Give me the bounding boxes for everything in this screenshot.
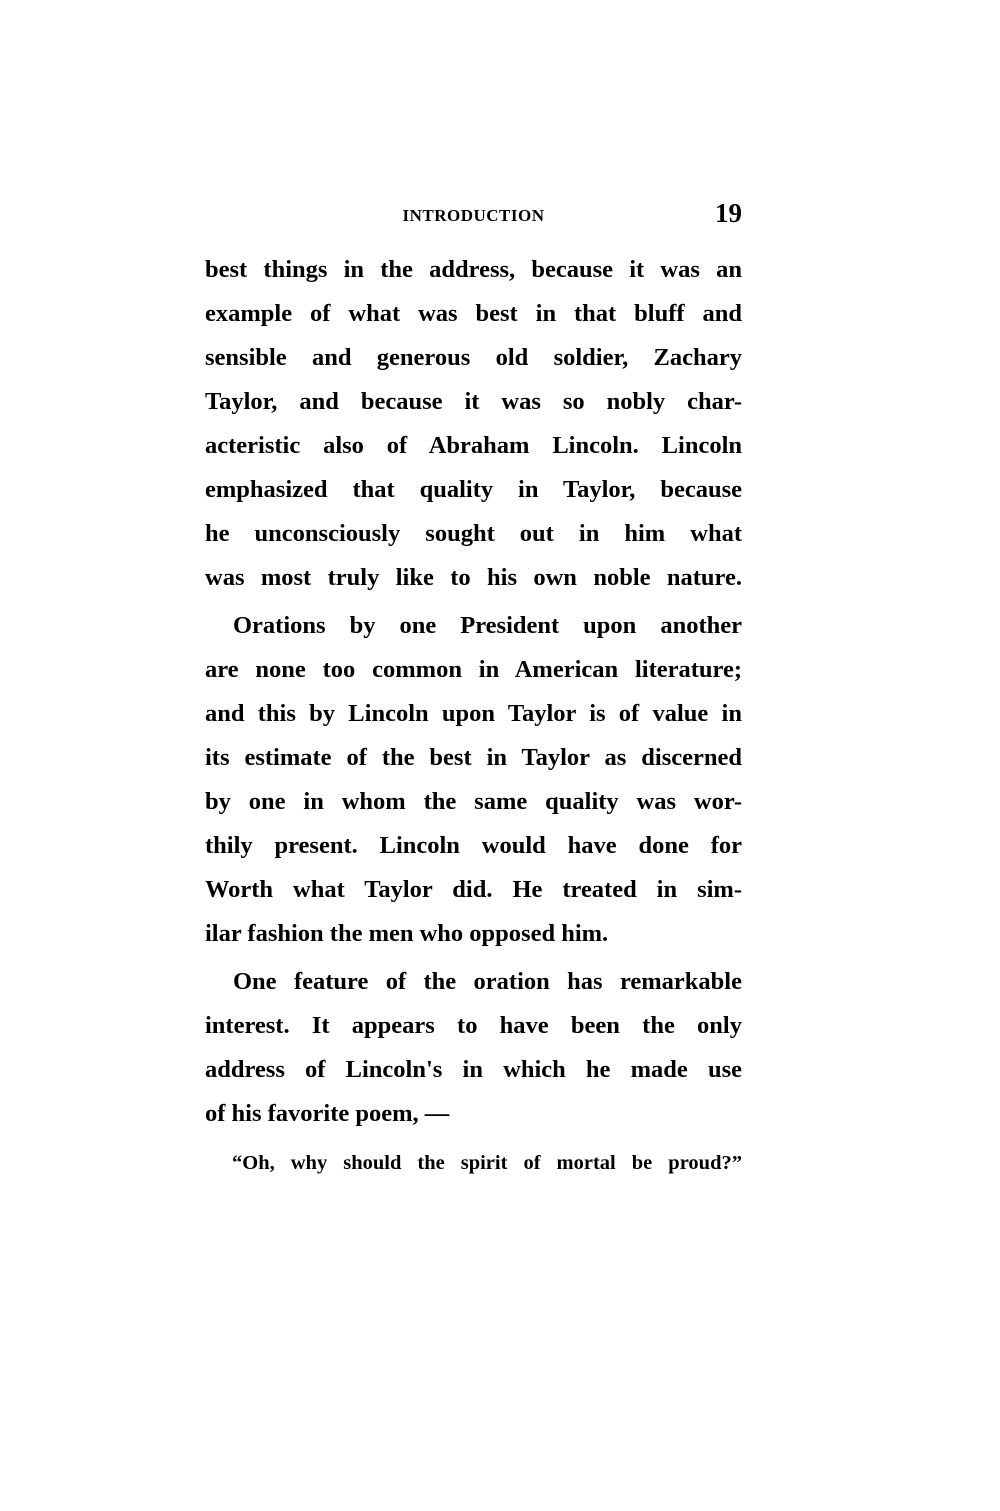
text-line: thily present. Lincoln would have done for [205,832,742,859]
running-head: INTRODUCTION [402,206,545,225]
paragraph [205,250,742,602]
text-line: Orations by one President upon another [233,612,742,639]
text-line: acteristic also of Abraham Lincoln. Lincoln [205,432,742,459]
paragraph [205,606,742,958]
body-text [205,250,742,1138]
text-line: emphasized that quality in Taylor, because [205,476,742,503]
text-line: interest. It appears to have been the only [205,1012,742,1039]
paragraph [205,962,742,1138]
text-line: was most truly like to his own noble nature. [205,564,742,591]
text-line: Worth what Taylor did. He treated in sim- [205,876,742,903]
poem-quote: “Oh, why should the spirit of mortal be proud?” [232,1152,742,1174]
text-line: sensible and generous old soldier, Zachary [205,344,742,371]
text-line: he unconsciously sought out in him what [205,520,742,547]
text-line: best things in the address, because it was an [205,256,742,283]
text-line: are none too common in American literature; [205,656,742,683]
page-number: 19 [715,198,742,228]
text-line: its estimate of the best in Taylor as discerned [205,744,742,771]
page-header [205,198,742,234]
text-line: of his favorite poem, — [205,1100,450,1127]
text-line: One feature of the oration has remarkable [233,968,742,995]
text-line: and this by Lincoln upon Taylor is of value in [205,700,742,727]
text-line: Taylor, and because it was so nobly char- [205,388,742,415]
text-line: example of what was best in that bluff and [205,300,742,327]
text-line: by one in whom the same quality was wor- [205,788,742,815]
text-line: ilar fashion the men who opposed him. [205,920,609,947]
text-line: address of Lincoln's in which he made use [205,1056,742,1083]
